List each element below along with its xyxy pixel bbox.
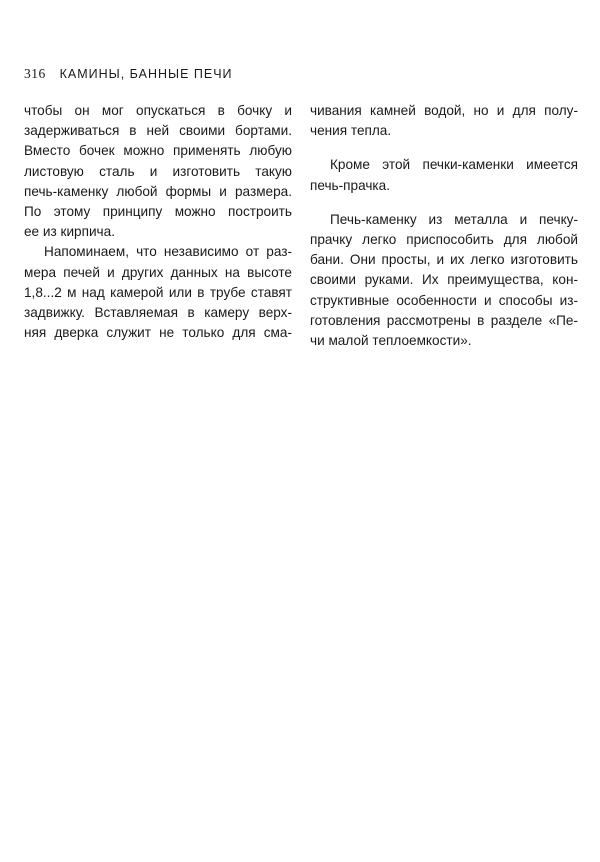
text-line: печь-прачка.: [310, 177, 391, 193]
left-column: [24, 101, 292, 343]
text-line: няя дверка служит не только для сма-: [24, 325, 292, 341]
text-line: чения тепла.: [310, 123, 392, 139]
text-line: чивания камней водой, но и для полу-: [310, 103, 578, 118]
text-line: структивные особенности и способы из-: [310, 292, 578, 308]
text-line: листовую сталь и изготовить такую: [24, 163, 292, 179]
text-line: Печь-каменку из металла и печку-: [330, 211, 578, 227]
text-line: чи малой теплоемкости».: [310, 332, 472, 348]
running-head: [24, 66, 233, 82]
text-line: прачку легко приспособить для любой: [310, 231, 578, 247]
text-line: ее из кирпича.: [24, 224, 115, 240]
text-line: 1,8...2 м над камерой или в трубе ставят: [24, 284, 292, 300]
text-line: По этому принципу можно построить: [24, 203, 292, 219]
text-line: Кроме этой печки-каменки имеется: [330, 157, 578, 173]
text-line: своими руками. Их преимущества, кон-: [310, 272, 578, 288]
text-line: задерживаться в ней своими бортами.: [24, 123, 292, 139]
page-number: 316: [24, 66, 46, 81]
text-line: мера печей и других данных на высоте: [24, 264, 292, 280]
text-line: Вместо бочек можно применять любую: [24, 143, 292, 159]
text-line: бани. Они просты, и их легко изготовить: [310, 252, 578, 268]
text-line: Напоминаем, что независимо от раз-: [44, 244, 292, 260]
right-column: [310, 101, 578, 351]
section-title: КАМИНЫ, БАННЫЕ ПЕЧИ: [59, 67, 233, 81]
text-line: чтобы он мог опускаться в бочку и: [24, 103, 292, 118]
text-line: печь-каменку любой формы и размера.: [24, 183, 292, 199]
text-line: задвижку. Вставляемая в камеру верх-: [24, 304, 292, 320]
text-line: готовления рассмотрены в разделе «Пе-: [310, 312, 578, 328]
